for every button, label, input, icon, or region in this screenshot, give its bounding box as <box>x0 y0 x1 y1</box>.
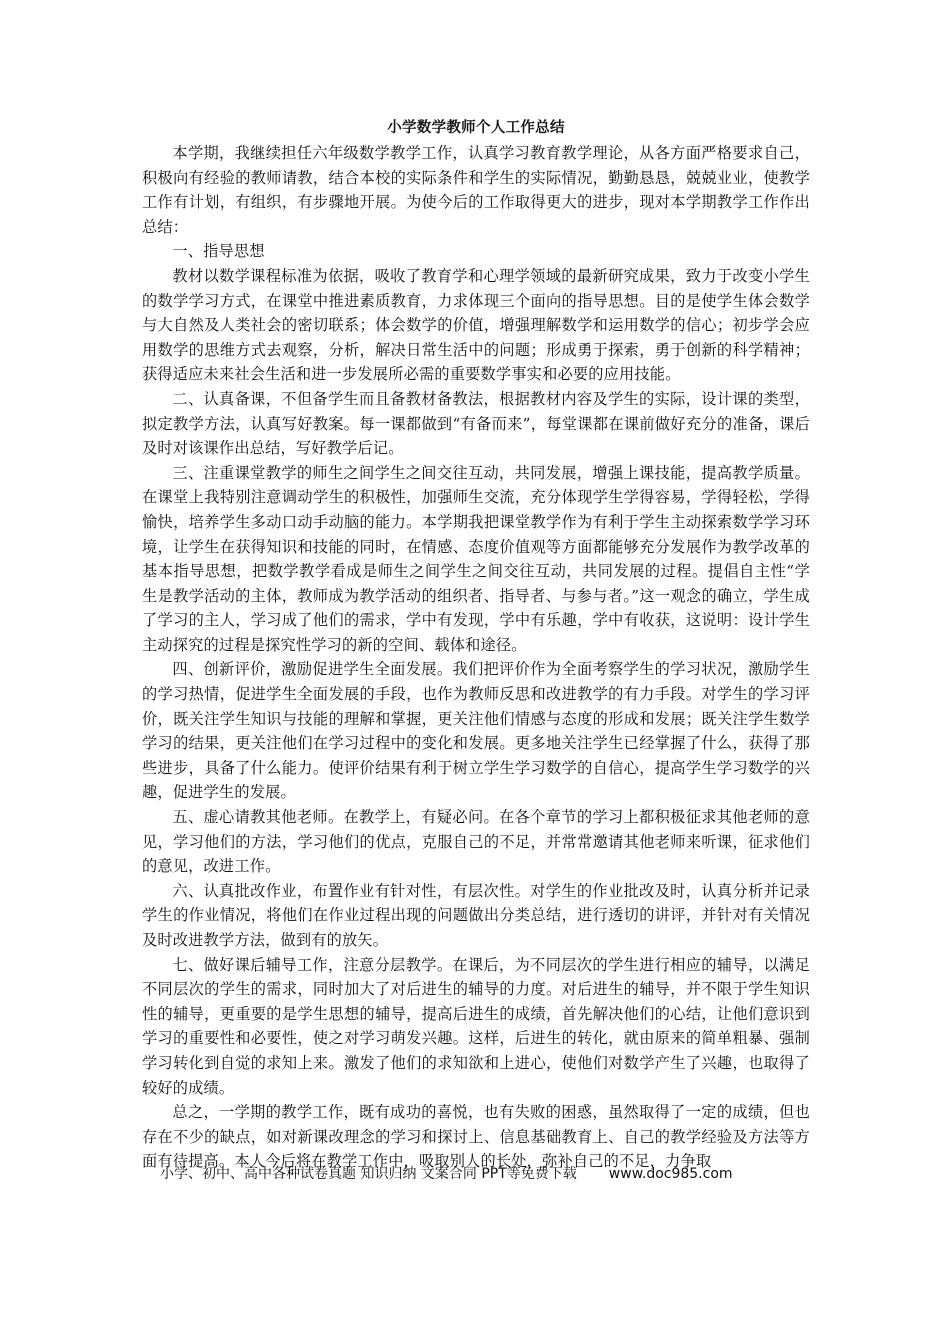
footer-site-link[interactable]: www.doc985.com <box>608 1166 733 1182</box>
paragraph-lesson-preparation: 二、认真备课，不但备学生而且备教材备教法，根据教材内容及学生的实际，设计课的类型，拟定教学方法，认真写好教案。每一课都做到“有备而来”，每堂课都在课前做好充分的准备，课后及时对该课作出总结，写好教学后记。 <box>142 389 810 458</box>
paragraph-guiding-ideology: 教材以数学课程标准为依据，吸收了教育学和心理学领域的最新研究成果，致力于改变小学生的数学学习方式，在课堂中推进素质教育，力求体现三个面向的指导思想。目的是使学生体会数学与大自然及人类社会的密切联系；体会数学的价值，增强理解数学和运用数学的信心；初步学会应用数学的思维方式去观察，分析，解决日常生活中的问题；形成勇于探索，勇于创新的科学精神；获得适应未来社会生活和进一步发展所必需的重要数学事实和必要的应用技能。 <box>142 266 810 384</box>
document-page <box>142 118 810 1174</box>
paragraph-intro: 本学期，我继续担任六年级数学教学工作，认真学习教育教学理论，从各方面严格要求自己，积极向有经验的教师请教，结合本校的实际条件和学生的实际情况，勤勤恳恳，兢兢业业，使教学工作有计划，有组织，有步骤地开展。为使今后的工作取得更大的进步，现对本学期教学工作作出总结： <box>142 144 810 236</box>
page-footer <box>160 1164 800 1184</box>
paragraph-innovative-evaluation: 四、创新评价，激励促进学生全面发展。我们把评价作为全面考察学生的学习状况，激励学生的学习热情，促进学生全面发展的手段，也作为教师反思和改进教学的有力手段。对学生的学习评价，既关注学生知识与技能的理解和掌握，更关注他们情感与态度的形成和发展；既关注学生数学学习的结果，更关注他们在学习过程中的变化和发展。更多地关注学生已经掌握了什么，获得了那些进步，具备了什么能力。使评价结果有利于树立学生学习数学的自信心，提高学生学习数学的兴趣，促进学生的发展。 <box>142 660 810 802</box>
document-title: 小学数学教师个人工作总结 <box>387 119 565 136</box>
paragraph-conclusion: 总之，一学期的教学工作，既有成功的喜悦，也有失败的困惑，虽然取得了一定的成绩，但也存在不少的缺点，如对新课改理念的学习和探讨上、信息基础教育上、自己的教学经验及方法等方面有待提高。本人今后将在教学工作中，吸取别人的长处，弥补自己的不足，力争取 <box>142 1103 810 1171</box>
paragraph-consult-teachers: 五、虚心请教其他老师。在教学上，有疑必问。在各个章节的学习上都积极征求其他老师的意见，学习他们的方法，学习他们的优点，克服自己的不足，并常常邀请其他老师来听课，征求他们的意见，改进工作。 <box>142 808 810 876</box>
section-heading-guiding-ideology: 一、指导思想 <box>172 242 265 261</box>
paragraph-after-class-tutoring: 七、做好课后辅导工作，注意分层教学。在课后，为不同层次的学生进行相应的辅导，以满足不同层次的学生的需求，同时加大了对后进生的辅导的力度。对后进生的辅导，并不限于学生知识性的辅导，更重要的是学生思想的辅导，提高后进生的成绩，首先解决他们的心结，让他们意识到学习的重要性和必要性，使之对学习萌发兴趣。这样，后进生的转化，就由原来的简单粗暴、强制学习转化到自觉的求知上来。激发了他们的求知欲和上进心，使他们对数学产生了兴趣，也取得了较好的成绩。 <box>142 955 810 1097</box>
footer-text: 小学、初中、高中各种试卷真题 知识归纳 文案合同 PPT等免费下载 <box>160 1166 577 1182</box>
paragraph-homework-correction: 六、认真批改作业，布置作业有针对性，有层次性。对学生的作业批改及时，认真分析并记录学生的作业情况，将他们在作业过程出现的问题做出分类总结，进行透切的讲评，并针对有关情况及时改进教学方法，做到有的放矢。 <box>142 881 810 949</box>
paragraph-classroom-interaction: 三、注重课堂教学的师生之间学生之间交往互动，共同发展，增强上课技能，提高教学质量。在课堂上我特别注意调动学生的积极性，加强师生交流，充分体现学生学得容易，学得轻松，学得愉快，培养学生多动口动手动脑的能力。本学期我把课堂教学作为有利于学生主动探索数学学习环境，让学生在获得知识和技能的同时，在情感、态度价值观等方面都能够充分发展作为教学改革的基本指导思想，把数学教学看成是师生之间学生之间交往互动，共同发展的过程。提倡自主性“学生是教学活动的主体，教师成为教学活动的组织者、指导者、与参与者。”这一观念的确立，学生成了学习的主人，学习成了他们的需求，学中有发现，学中有乐趣，学中有收获，这说明：设计学生主动探究的过程是探究性学习的新的空间、载体和途径。 <box>142 463 810 654</box>
